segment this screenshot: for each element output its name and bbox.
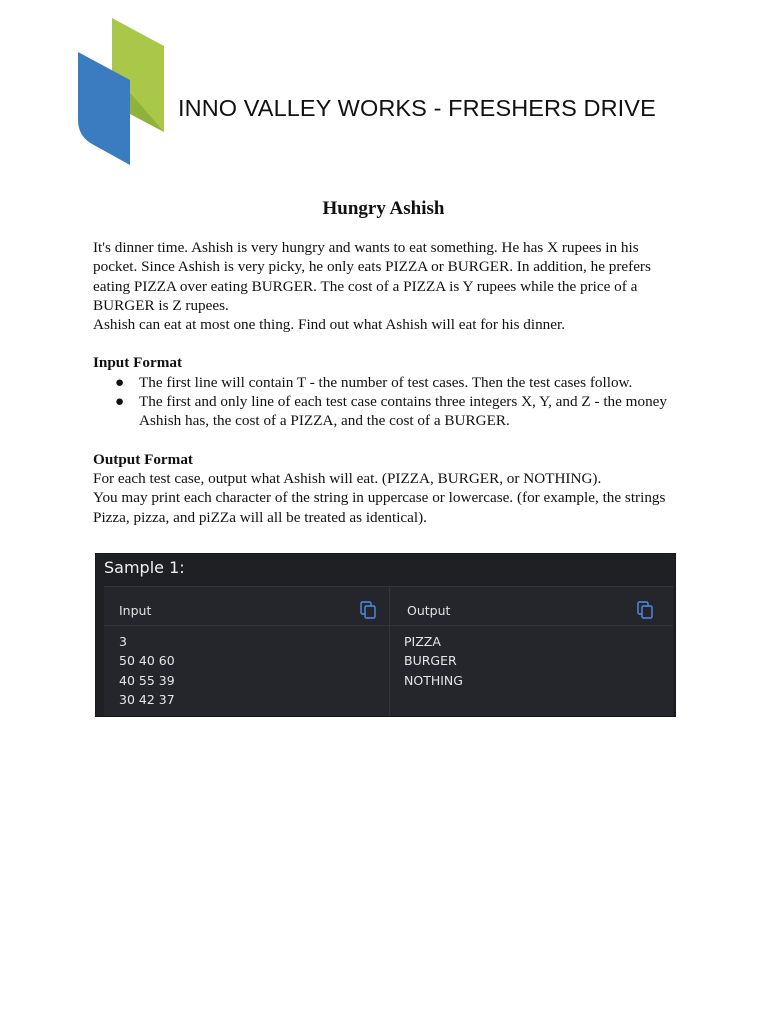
document-header [0,0,768,180]
panel-header [390,587,673,626]
problem-title: Hungry Ashish [322,198,445,219]
bullet-icon: ● [115,393,125,411]
sample-title: Sample 1: [104,558,185,577]
sample-panels [104,586,673,716]
output-line: PIZZA [404,634,441,649]
output-label: Output [407,603,451,618]
statement-paragraph: Ashish can eat at most one thing. Find out what Ashish will eat for his dinner. [93,316,566,334]
output-line: NOTHING [404,672,463,688]
panel-header [104,587,389,626]
problem-content [93,198,678,527]
output-format-heading: Output Format [93,450,193,468]
sample-box [95,553,676,717]
org-title: INNO VALLEY WORKS - FRESHERS DRIVE [178,95,656,121]
sample-output-panel [390,587,673,716]
input-lines [119,632,175,710]
input-label: Input [119,603,152,618]
output-line: BURGER [404,653,457,669]
input-format-heading: Input Format [93,354,183,372]
statement-paragraph: It's dinner time. Ashish is very hungry and wants to eat something. He has X rupees in his pocket. Since Ashish is very picky, he only eats PIZZA or BURGER. In addition, he prefers eating PIZZA over eating BURGER. The cost of a PIZZA is Y rupees while the price of a BURGER is Z rupees. [93,239,651,314]
bullet-icon: ● [115,373,125,391]
input-format-list [93,373,678,431]
input-line: 30 42 37 [119,692,175,708]
output-lines [404,632,463,690]
inno-valley-logo [76,18,168,168]
list-item: ● The first line will contain T - the number of test cases. Then the test cases follow. [115,373,633,391]
list-item: ● The first and only line of each test case contains three integers X, Y, and Z - the money Ashish has, the cost of a PIZZA, and the cost of a BURGER. [115,393,668,430]
copy-icon[interactable] [360,601,376,619]
input-line: 40 55 39 [119,672,175,688]
output-format-line: For each test case, output what Ashish will eat. (PIZZA, BURGER, or NOTHING). [93,469,602,487]
copy-icon[interactable] [637,601,653,619]
input-line: 3 [119,634,127,649]
output-format-line: You may print each character of the string in uppercase or lowercase. (for example, the strings Pizza, pizza, and piZZa will all be treated as identical). [93,489,666,526]
sample-input-panel [104,587,390,716]
input-line: 50 40 60 [119,653,175,669]
